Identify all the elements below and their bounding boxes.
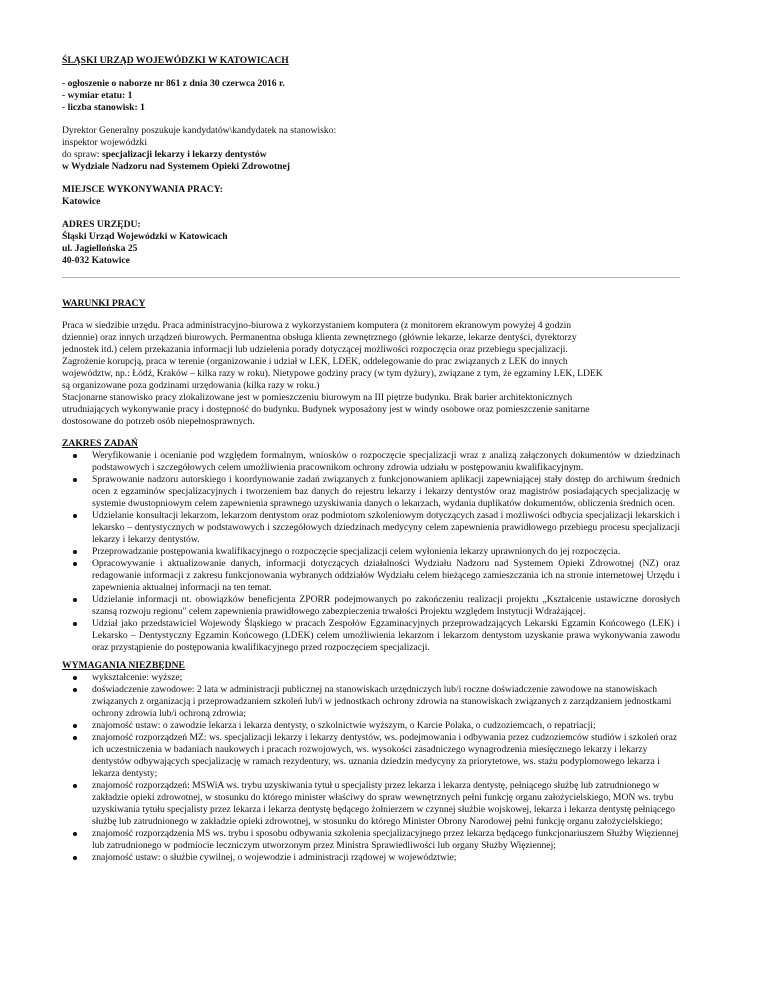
- address-label: ADRES URZĘDU:: [62, 219, 141, 230]
- list-item: Udzielanie informacji nt. obowiązków beneficjenta ZPORR podejmowanych po zakończeniu realizacji projektu „Kształcenie ustawiczne dorosłych szansą rozwoju regionu" celem zapewnienia prawidłowego zabezpieczenia trwałości Projektu względem Instytucji Wdrażającej.: [62, 594, 680, 618]
- position-intro: [62, 125, 680, 173]
- address-line-3: 40-032 Katowice: [62, 255, 130, 266]
- conditions-line: województw, np.: Łódź, Kraków – kilka razy w roku). Nietypowe godziny pracy (w tym dyżury), związane z tym, że egzaminy LEK, LDEK: [62, 368, 603, 379]
- place-value: Katowice: [62, 196, 101, 207]
- list-item: znajomość rozporządzeń: MSWiA ws. trybu uzyskiwania tytuł u specjalisty przez lekarza i lekarza dentystę, pełniącego służbę lub zatrudnionego w zakładzie opieki zdrowotnej, w stosunku do którego minister właściwy do spraw wewnętrznych pełni funkcję organu założycielskiego, MON ws. trybu uzyskiwania tytułu specjalisty przez lekarza i lekarza dentystę będącego żołnierzem w czynnej służbie wojskowej, lekarza i lekarza dentystę pełniącego służbę lub zatrudnionego w zakładzie opieki zdrowotnej, w stosunku do którego Minister Obrony Narodowej pełni funkcję organu założycielskiego;: [62, 780, 680, 828]
- duties-title: ZAKRES ZADAŃ: [62, 438, 138, 449]
- bullet-icon: [73, 454, 77, 458]
- duties-list: [62, 450, 680, 654]
- conditions-title: WARUNKI PRACY: [62, 298, 146, 309]
- bullet-icon: [73, 784, 77, 788]
- list-item: znajomość ustaw: o służbie cywilnej, o wojewodzie i administracji rządowej w województwie;: [62, 852, 680, 864]
- intro-prefix: do spraw:: [62, 149, 102, 160]
- conditions-line: Praca w siedzibie urzędu. Praca administracyjno-biurowa z wykorzystaniem komputera (z monitorem ekranowym powyżej 4 godzin: [62, 320, 572, 331]
- list-item: Weryfikowanie i ocenianie pod względem formalnym, wniosków o rozpoczęcie specjalizacji wraz z analizą załączonych dokumentów w dziedzinach podstawowych i szczegółowych celem umożliwienia pracownikom ochrony zdrowia udziału w postępowaniu kwalifikacyjnym.: [62, 450, 680, 474]
- list-item: znajomość rozporządzeń MZ: ws. specjalizacji lekarzy i lekarzy dentystów, ws. podejmowania i odbywania przez cudzoziemców studiów i szkoleń oraz ich uczestniczenia w badaniach naukowych i pracach rozwojowych, ws. wysokości zasadniczego wynagrodzenia miesięcznego lekarzy i lekarzy dentystów odbywających specjalizację w ramach rezydentury, ws. uznania dziedzin medycyny za priorytetowe, ws. stażu podyplomowego lekarza i lekarza dentysty;: [62, 732, 680, 780]
- section-divider: [62, 277, 680, 278]
- position-count: - liczba stanowisk: 1: [62, 102, 145, 113]
- bullet-icon: [73, 856, 77, 860]
- bullet-icon: [73, 688, 77, 692]
- requirements-list: [62, 672, 680, 864]
- list-item: Udział jako przedstawiciel Wojewody Śląskiego w pracach Zespołów Egzaminacyjnych przeprowadzających Lekarski Egzamin Końcowego (LEK) i Lekarsko – Dentystyczny Egzamin Końcowego (LDEK) celem umożliwienia lekarzom i lekarzom dentystom uzyskanie prawa wykonywania zawodu oraz przystąpienie do postępowania kwalifikacyjnego przed rozpoczęciem specjalizacji.: [62, 618, 680, 654]
- conditions-line: są organizowane poza godzinami urzędowania (kilka razy w roku.): [62, 380, 320, 391]
- position-fraction: - wymiar etatu: 1: [62, 90, 133, 101]
- document-title: ŚLĄSKI URZĄD WOJEWÓDZKI W KATOWICACH: [62, 55, 289, 66]
- conditions-line: Zagrożenie korupcją, praca w terenie (organizowanie i udział w LEK, LDEK, oddelegowanie do prac związanych z LEK do innych: [62, 356, 568, 367]
- list-item: Opracowywanie i aktualizowanie danych, informacji dotyczących działalności Wydziału Nadzoru nad Systemem Opieki Zdrowotnej (NZ) oraz redagowanie informacji z zakresu funkcjonowania wybranych oddziałów Wydziału celem bieżącego zamieszczania ich na stronie internetowej Urzędu i zapewnienia aktualnej informacji na ten temat.: [62, 558, 680, 594]
- bullet-icon: [73, 622, 77, 626]
- bullet-icon: [73, 478, 77, 482]
- bullet-icon: [73, 724, 77, 728]
- intro-specialization: specjalizacji lekarzy i lekarzy dentystów: [101, 149, 267, 160]
- list-item: Sprawowanie nadzoru autorskiego i koordynowanie zadań związanych z funkcjonowaniem aplikacji zapewniającej stały dostęp do archiwum średnich ocen z egzaminów specjalizacyjnych i tworzeniem baz danych do rejestru lekarzy i lekarzy dentystów oraz magistrów posiadających specjalizację w systemie dwustopniowym celem zapewnienia sprawnego uzyskiwania danych o lekarzach, wydania duplikatów dokumentów, obliczenia średnich ocen.: [62, 474, 680, 510]
- conditions-line: dostosowane do potrzeb osób niepełnosprawnych.: [62, 416, 255, 427]
- requirements-title: WYMAGANIA NIEZBĘDNE: [62, 660, 185, 671]
- bullet-icon: [73, 598, 77, 602]
- intro-line-2: inspektor wojewódzki: [62, 137, 147, 148]
- conditions-line: Stacjonarne stanowisko pracy zlokalizowane jest w pomieszczeniu biurowym na III piętrze budynku. Brak barier architektonicznych: [62, 392, 573, 403]
- place-label: MIEJSCE WYKONYWANIA PRACY:: [62, 184, 223, 195]
- conditions-text: [62, 320, 680, 428]
- intro-line-3: [62, 149, 680, 161]
- office-address: [62, 219, 680, 267]
- conditions-line: jednostek itd.) celem przekazania informacji lub udzielenia porady dotyczącej możliwości rozpoczęcia oraz przebiegu specjalizacji.: [62, 344, 568, 355]
- list-item: Udzielanie konsultacji lekarzom, lekarzom dentystom oraz podmiotom szkoleniowym dotyczących zasad i możliwości odbycia specjalizacji lekarskich i lekarsko – dentystycznych w podstawowych i szczegółowych dziedzinach medycyny celem zapewnienia prawidłowego przebiegu procesu specjalizacji lekarzy i lekarzy dentystów.: [62, 510, 680, 546]
- bullet-icon: [73, 550, 77, 554]
- list-item: znajomość ustaw: o zawodzie lekarza i lekarza dentysty, o szkolnictwie wyższym, o Karcie Polaka, o cudzoziemcach, o repatriacji;: [62, 720, 680, 732]
- address-line-1: Śląski Urząd Wojewódzki w Katowicach: [62, 231, 228, 242]
- announcement-summary: [62, 78, 680, 114]
- announcement-number: - ogłoszenie o naborze nr 861 z dnia 30 czerwca 2016 r.: [62, 78, 285, 89]
- list-item: znajomość rozporządzenia MS ws. trybu i sposobu odbywania szkolenia specjalizacyjnego przez lekarza będącego funkcjonariuszem Służby Więziennej lub zatrudnionego w podmiocie leczniczym utworzonym przez Ministra Sprawiedliwości lub organy Służby Więziennej;: [62, 828, 680, 852]
- place-of-work: [62, 184, 680, 208]
- conditions-line: utrudniających wykonywanie pracy i dostępność do budynku. Budynek wyposażony jest w windy osobowe oraz pomieszczenie sanitarne: [62, 404, 590, 415]
- list-item: Przeprowadzanie postępowania kwalifikacyjnego o rozpoczęcie specjalizacji celem wyłonienia lekarzy uprawnionych do jej rozpoczęcia.: [62, 546, 680, 558]
- intro-line-1: Dyrektor Generalny poszukuje kandydatów\kandydatek na stanowisko:: [62, 125, 337, 136]
- address-line-2: ul. Jagiellońska 25: [62, 243, 138, 254]
- conditions-line: dziennie) oraz innych urządzeń biurowych. Permanentna obsługa klienta zewnętrznego (głównie lekarze, lekarze dentyści, dyrektorzy: [62, 332, 577, 343]
- list-item: doświadczenie zawodowe: 2 lata w administracji publicznej na stanowiskach urzędniczych lub/i roczne doświadczenie zawodowe na stanowiskach związanych z organizacją i przeprowadzaniem szkoleń lub/i w jednostkach ochrony zdrowia na stanowiskach związanych z zarządzaniem jednostkami ochrony zdrowia lub/i ochroną zdrowia;: [62, 684, 680, 720]
- bullet-icon: [73, 832, 77, 836]
- bullet-icon: [73, 514, 77, 518]
- bullet-icon: [73, 736, 77, 740]
- list-item: wykształcenie: wyższe;: [62, 672, 680, 684]
- intro-department: w Wydziale Nadzoru nad Systemem Opieki Zdrowotnej: [62, 161, 290, 172]
- bullet-icon: [73, 562, 77, 566]
- bullet-icon: [73, 676, 77, 680]
